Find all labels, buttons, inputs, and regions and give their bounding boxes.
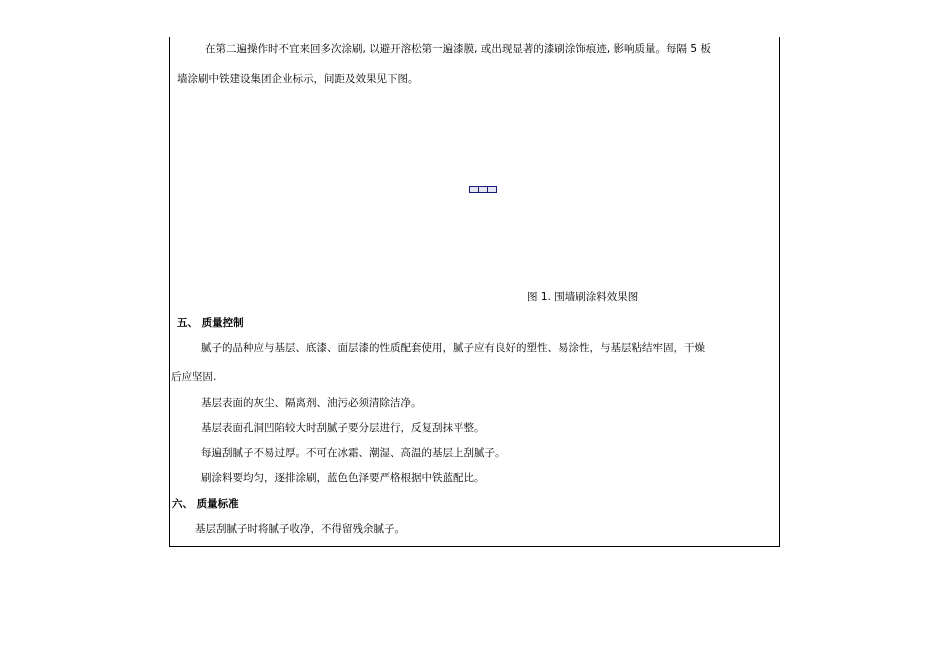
paragraph-line: 基层表面孔洞凹陷较大时刮腻子要分层进行，反复刮抹平整。	[201, 422, 485, 434]
section-heading: 五、 质量控制	[177, 317, 244, 329]
figure-panel	[470, 187, 479, 192]
figure-caption: 图 1. 围墙刷涂料效果图	[527, 291, 639, 303]
paragraph-line: 每遍刮腻子不易过厚。不可在冰霜、潮湿、高温的基层上刮腻子。	[201, 447, 506, 459]
paragraph-line: 后应坚固.	[171, 371, 217, 383]
section-heading: 六、 质量标准	[172, 498, 239, 510]
paragraph-line: 基层刮腻子时将腻子收净，不得留残余腻子。	[195, 523, 405, 535]
paragraph-line: 腻子的品种应与基层、底漆、面层漆的性质配套使用，腻子应有良好的塑性、易涂性，与基层粘结牢固，干燥	[201, 342, 705, 354]
figure-panel	[488, 187, 496, 192]
paragraph-line: 基层表面的灰尘、隔离剂、油污必须清除洁净。	[201, 397, 422, 409]
paragraph-line: 刷涂料要均匀，逐排涂刷，蓝色色泽要严格根据中铁蓝配比。	[201, 472, 485, 484]
figure-panel	[479, 187, 488, 192]
paragraph-line: 墙涂刷中铁建设集团企业标示，间距及效果见下图。	[177, 73, 419, 85]
paragraph-line: 在第二遍操作时不宜来回多次涂刷, 以避开溶松第一遍漆膜, 或出现显著的漆刷涂饰痕迹, 影响质量。每隔 5 板	[205, 43, 711, 55]
figure-image	[469, 186, 497, 193]
